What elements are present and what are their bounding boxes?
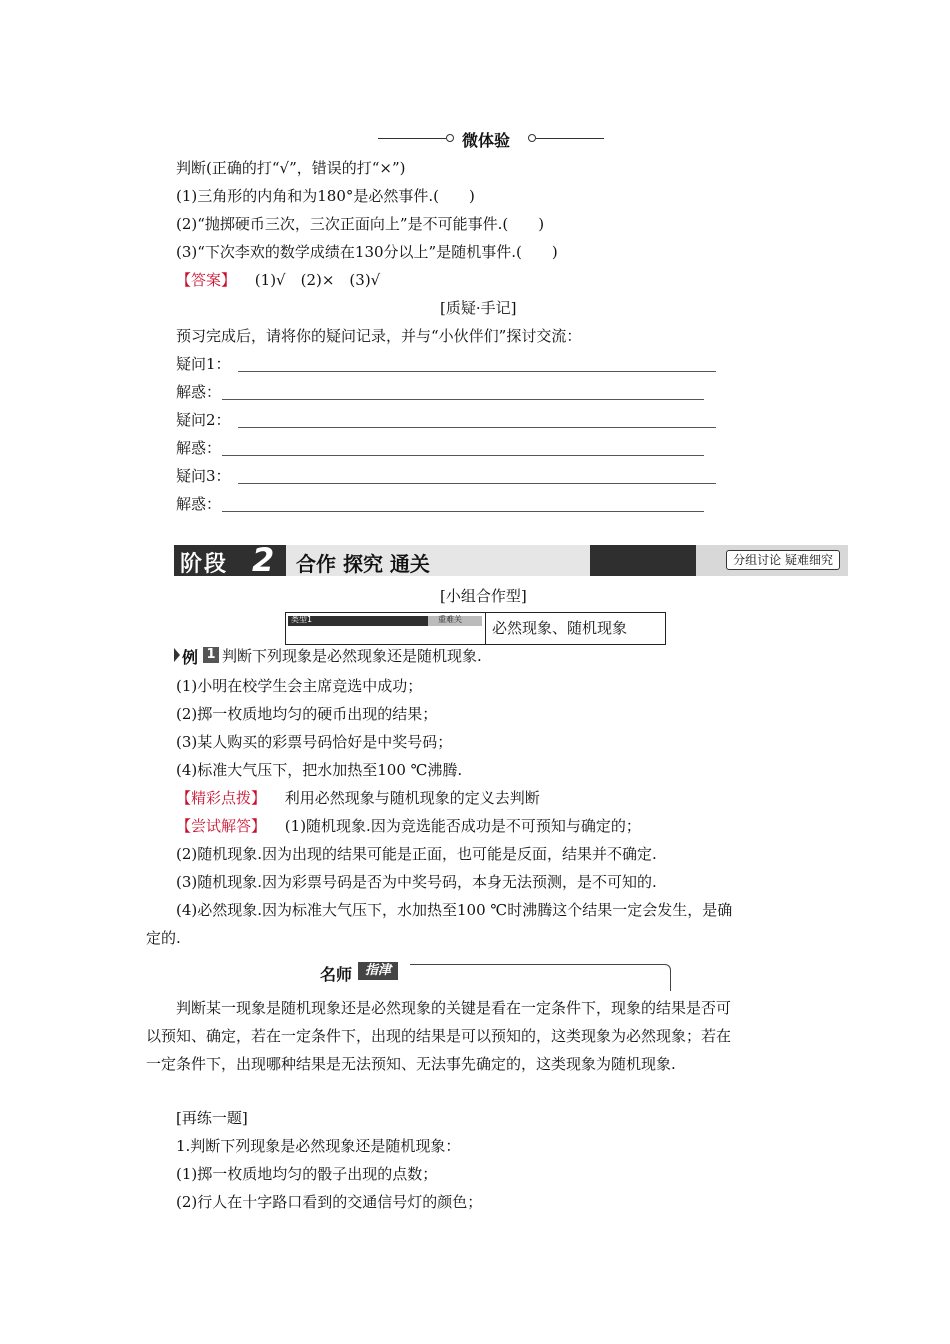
intro-text: 判断(正确的打“√”，错误的打“×”) [176, 159, 406, 177]
practice-item: (2)行人在十字路口看到的交通信号灯的颜色； [176, 1193, 483, 1211]
note-row-label: 解惑： [176, 383, 222, 401]
hint-label: 【精彩点拨】 [176, 789, 267, 807]
teacher-tip-rule [410, 964, 671, 991]
stage-title: 合作 探究 通关 [296, 552, 430, 576]
practice-item: (1)掷一枚质地均匀的骰子出现的点数； [176, 1165, 438, 1183]
hint-text: 利用必然现象与随机现象的定义去判断 [284, 789, 540, 807]
note-row-label: 疑问3： [176, 467, 231, 485]
solution-label: 【尝试解答】 [176, 817, 267, 835]
type-topic: 必然现象、随机现象 [492, 619, 628, 637]
note-row-line [222, 511, 704, 512]
answer-label: 【答案】 [176, 271, 237, 289]
stage-banner [174, 541, 848, 579]
teacher-tip-line: 以预知、确定，若在一定条件下，出现的结果是可以预知的，这类现象为必然现象；若在 [146, 1027, 732, 1045]
note-row-line [222, 399, 704, 400]
solution-item: (3)随机现象.因为彩票号码是否为中奖号码，本身无法预测，是不可知的. [176, 873, 657, 891]
note-row-label: 疑问2： [176, 411, 231, 429]
type-tag: 重难关 [438, 615, 462, 624]
teacher-tip-line: 判断某一现象是随机现象还是必然现象的关键是看在一定条件下，现象的结果是否可 [176, 999, 732, 1017]
group-title: [小组合作型] [440, 587, 527, 605]
question-3: (3)“下次李欢的数学成绩在130分以上”是随机事件.( ) [176, 243, 558, 261]
hint-row [176, 788, 540, 808]
header-right-dot [528, 134, 536, 142]
section-header [378, 128, 608, 148]
solution-item: (2)随机现象.因为出现的结果可能是正面，也可能是反面，结果并不确定. [176, 845, 657, 863]
example-item: (2)掷一枚质地均匀的硬币出现的结果； [176, 705, 438, 723]
note-row-line [238, 483, 716, 484]
note-row-line [222, 455, 704, 456]
note-row-label: 解惑： [176, 439, 222, 457]
stage-tail [696, 545, 848, 576]
note-row-line [238, 427, 716, 428]
notes-prompt: 预习完成后，请将你的疑问记录，并与“小伙伴们”探讨交流： [176, 327, 582, 345]
teacher-tip-header [318, 960, 678, 992]
type-label-panel [286, 613, 486, 644]
example-item: (4)标准大气压下，把水加热至100 ℃沸腾. [176, 761, 463, 779]
example-item: (1)小明在校学生会主席竞选中成功； [176, 677, 423, 695]
solution-item: 定的. [146, 929, 181, 947]
header-right-rule [536, 138, 604, 139]
solution-item: (4)必然现象.因为标准大气压下，水加热至100 ℃时沸腾这个结果一定会发生，是确 [176, 901, 733, 919]
solution-row [176, 816, 641, 836]
answer-row [176, 270, 380, 290]
notes-title: [质疑·手记] [440, 299, 517, 317]
question-2: (2)“抛掷硬币三次，三次正面向上”是不可能事件.( ) [176, 215, 545, 233]
example-badge-arrow [174, 648, 180, 662]
header-left-dot [446, 134, 454, 142]
note-row-label: 解惑： [176, 495, 222, 513]
stage-label: 阶段 [180, 552, 229, 577]
example-item: (3)某人购买的彩票号码恰好是中奖号码； [176, 733, 453, 751]
teacher-tip-title: 名师 [320, 965, 353, 984]
answer-text: (1)√ (2)× (3)√ [254, 271, 381, 289]
practice-title: [再练一题] [176, 1109, 248, 1127]
solution-1: (1)随机现象.因为竞选能否成功是不可预知与确定的； [284, 817, 641, 835]
question-1: (1)三角形的内角和为180°是必然事件.( ) [176, 187, 475, 205]
type-label: 类型1 [291, 615, 313, 624]
type-box [285, 612, 666, 645]
example-badge-label: 例 [182, 648, 199, 667]
teacher-tip-title2: 指津 [358, 962, 398, 980]
stage-number: 2 [252, 541, 275, 579]
practice-question: 1.判断下列现象是必然现象还是随机现象： [176, 1137, 461, 1155]
section-title: 微体验 [462, 131, 511, 150]
example-prompt: 判断下列现象是必然现象还是随机现象. [222, 647, 482, 665]
stage-tag: 分组讨论 疑难细究 [726, 550, 840, 570]
note-row-label: 疑问1： [176, 355, 231, 373]
example-badge-number: 1 [203, 647, 219, 663]
teacher-tip-line: 一定条件下，出现哪种结果是无法预知、无法事先确定的，这类现象为随机现象. [146, 1055, 676, 1073]
header-left-rule [378, 138, 446, 139]
note-row-line [238, 371, 716, 372]
example-badge [174, 645, 224, 665]
